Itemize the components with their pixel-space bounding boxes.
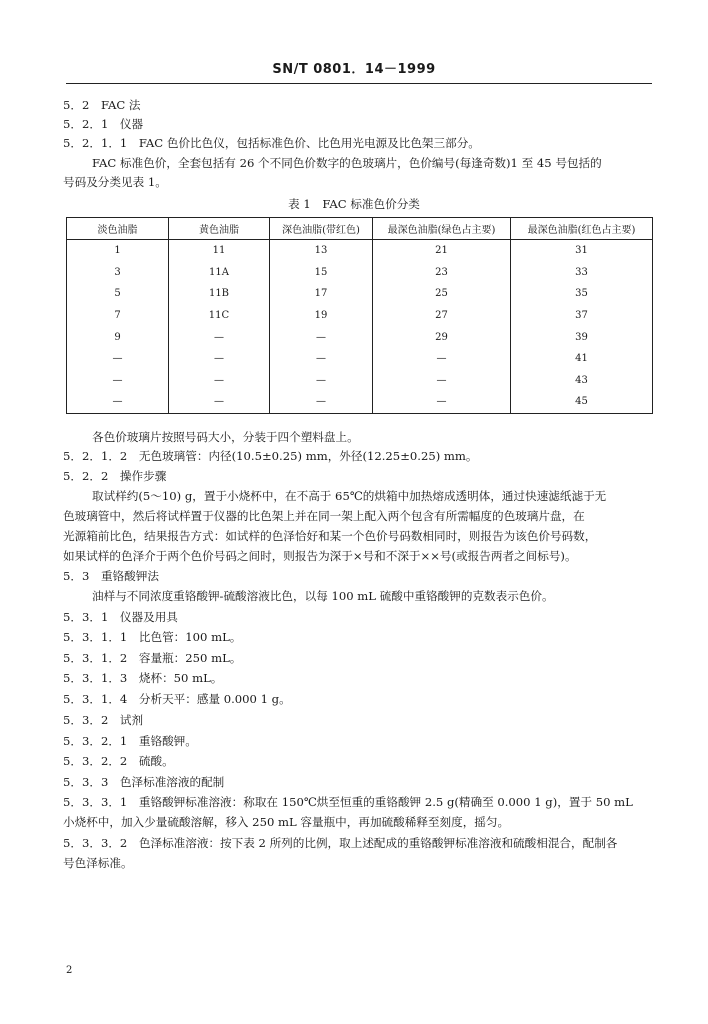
list-item: 5．3．1．1 比色管：100 mL。 [63, 630, 242, 644]
table-cell: — [169, 326, 270, 348]
table-cell: 33 [511, 262, 653, 284]
table-row [67, 326, 653, 348]
table-cell: — [67, 348, 169, 370]
paragraph-line: 5．2．1．1 FAC 色价比色仪，包括标准色价、比色用光电源及比色架三部分。 [63, 136, 480, 150]
table-cell: — [169, 370, 270, 392]
fac-color-table [66, 217, 653, 414]
table-cell: 31 [511, 240, 653, 262]
section-heading: 5．3．1 仪器及用具 [63, 610, 178, 624]
table-cell: 11C [169, 305, 270, 327]
table-cell: 11A [169, 262, 270, 284]
table-cell: — [169, 348, 270, 370]
section-heading: 5．2．1 仪器 [63, 117, 144, 131]
paragraph-line: FAC 标准色价，全套包括有 26 个不同色价数字的色玻璃片，色价编号(每逢奇数)1 至 45 号包括的 [92, 156, 602, 170]
table-cell: 7 [67, 305, 169, 327]
paragraph-line: 如果试样的色泽介于两个色价号码之间时，则报告为深于×号和不深于××号(或报告两者之间标号)。 [63, 549, 577, 563]
table-row [67, 370, 653, 392]
table-cell: 11B [169, 283, 270, 305]
table-cell: 35 [511, 283, 653, 305]
paragraph-line: 5．3．3．2 色泽标准溶液：按下表 2 所列的比例，取上述配成的重铬酸钾标准溶液和硫酸相混合，配制各 [63, 836, 618, 850]
table-header-row [67, 218, 653, 240]
paragraph-line: 色玻璃管中，然后将试样置于仪器的比色架上并在同一架上配入两个包含有所需幅度的色玻璃片盘，在 [63, 509, 585, 523]
table-cell: — [270, 370, 373, 392]
table-cell: 21 [373, 240, 511, 262]
paragraph-line: 5．3．3．1 重铬酸钾标准溶液：称取在 150℃烘至恒重的重铬酸钾 2.5 g(精确至 0.000 1 g)，置于 50 mL [63, 795, 633, 809]
table-cell: — [270, 326, 373, 348]
table-cell: 23 [373, 262, 511, 284]
table-cell: — [67, 370, 169, 392]
table-row [67, 305, 653, 327]
table-row [67, 262, 653, 284]
list-item: 5．3．2．2 硫酸。 [63, 754, 174, 768]
table-cell: 3 [67, 262, 169, 284]
table-cell: — [169, 391, 270, 413]
table-cell: 39 [511, 326, 653, 348]
table-cell: — [373, 370, 511, 392]
table-cell: 1 [67, 240, 169, 262]
table-caption: 表 1 FAC 标准色价分类 [288, 197, 420, 211]
column-header: 深色油脂(带红色) [270, 218, 373, 240]
paragraph-line: 油样与不同浓度重铬酸钾-硫酸溶液比色，以每 100 mL 硫酸中重铬酸钾的克数表示色价。 [92, 589, 554, 603]
section-heading: 5．2．2 操作步骤 [63, 469, 167, 483]
section-heading: 5．2 FAC 法 [63, 98, 141, 112]
table-cell: 41 [511, 348, 653, 370]
table-cell: 15 [270, 262, 373, 284]
table-row [67, 348, 653, 370]
table-cell: — [373, 348, 511, 370]
table-cell: 5 [67, 283, 169, 305]
paragraph-line: 号码及分类见表 1。 [63, 175, 167, 189]
paragraph-line: 取试样约(5～10) g，置于小烧杯中，在不高于 65℃的烘箱中加热熔成透明体，通过快速滤纸滤于无 [92, 489, 607, 503]
paragraph-line: 光源箱前比色，结果报告方式：如试样的色泽恰好和某一个色价号码数相同时，则报告为该色价号码数， [63, 529, 597, 543]
list-item: 5．3．1．4 分析天平：感量 0.000 1 g。 [63, 692, 291, 706]
table-cell: 17 [270, 283, 373, 305]
column-header: 淡色油脂 [67, 218, 169, 240]
paragraph-line: 号色泽标准。 [63, 856, 133, 870]
list-item: 5．3．2．1 重铬酸钾。 [63, 734, 197, 748]
table-cell: 29 [373, 326, 511, 348]
table-cell: 27 [373, 305, 511, 327]
column-header: 最深色油脂(红色占主要) [511, 218, 653, 240]
standard-number-header: SN/T 0801．14－1999 [272, 62, 436, 77]
list-item: 5．3．1．3 烧杯：50 mL。 [63, 671, 223, 685]
table-cell: 19 [270, 305, 373, 327]
header-rule [66, 83, 652, 84]
table-cell: — [270, 391, 373, 413]
section-heading: 5．3 重铬酸钾法 [63, 569, 159, 583]
table-cell: — [270, 348, 373, 370]
section-heading: 5．3．2 试剂 [63, 713, 144, 727]
table-cell: 43 [511, 370, 653, 392]
table-row [67, 391, 653, 413]
paragraph-line: 各色价玻璃片按照号码大小，分装于四个塑料盘上。 [92, 430, 359, 444]
table-cell: 37 [511, 305, 653, 327]
table-row [67, 240, 653, 262]
table-cell: — [373, 391, 511, 413]
column-header: 黄色油脂 [169, 218, 270, 240]
table-cell: — [67, 391, 169, 413]
paragraph-line: 5．2．1．2 无色玻璃管：内径(10.5±0.25) mm，外径(12.25±0.25) mm。 [63, 449, 478, 463]
column-header: 最深色油脂(绿色占主要) [373, 218, 511, 240]
table-cell: 9 [67, 326, 169, 348]
table-cell: 11 [169, 240, 270, 262]
page-number: 2 [66, 965, 73, 976]
section-heading: 5．3．3 色泽标准溶液的配制 [63, 775, 225, 789]
table-row [67, 283, 653, 305]
list-item: 5．3．1．2 容量瓶：250 mL。 [63, 651, 242, 665]
table-cell: 45 [511, 391, 653, 413]
table-cell: 13 [270, 240, 373, 262]
paragraph-line: 小烧杯中，加入少量硫酸溶解，移入 250 mL 容量瓶中，再加硫酸稀释至刻度，摇匀。 [63, 815, 510, 829]
table-cell: 25 [373, 283, 511, 305]
